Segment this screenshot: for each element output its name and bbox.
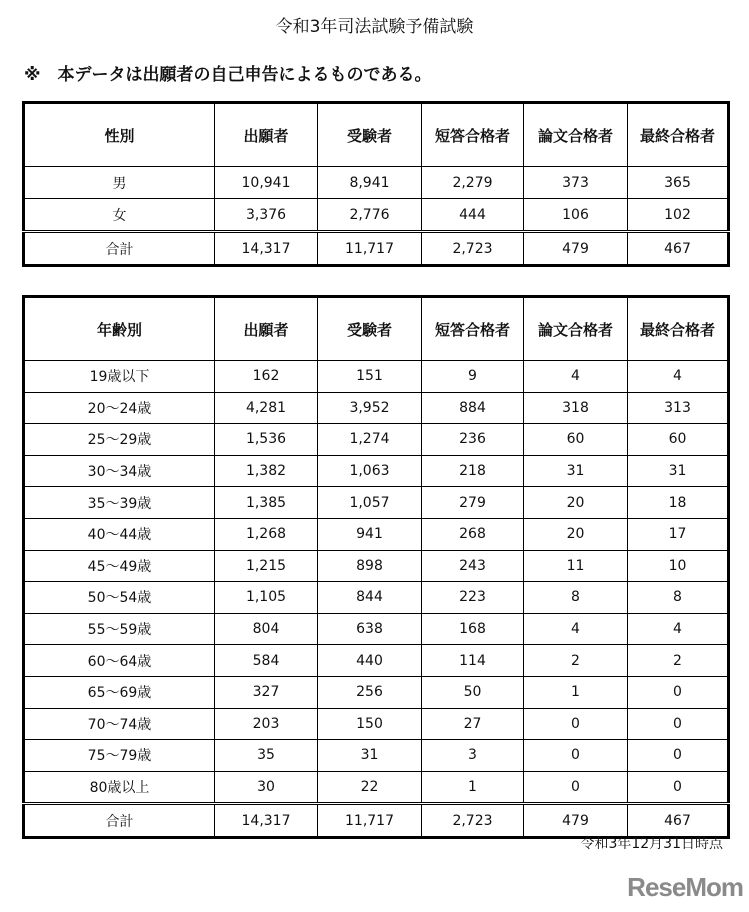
- age-table: [22, 295, 730, 839]
- table-row: [24, 424, 729, 456]
- gender-table: [22, 101, 730, 267]
- value-cell: 1,274: [318, 424, 422, 456]
- value-cell: 0: [524, 771, 628, 804]
- value-cell: 14,317: [215, 804, 318, 838]
- value-cell: 10,941: [215, 167, 318, 199]
- table-row: [24, 199, 729, 232]
- row-label: 30～34歳: [24, 455, 215, 487]
- header-cell: 短答合格者: [422, 103, 524, 167]
- value-cell: 203: [215, 708, 318, 740]
- document-title: 令和3年司法試験予備試験: [275, 17, 474, 37]
- table-row: [24, 550, 729, 582]
- row-label: 25～29歳: [24, 424, 215, 456]
- value-cell: 318: [524, 392, 628, 424]
- table-row: [24, 771, 729, 804]
- value-cell: 102: [628, 199, 729, 232]
- value-cell: 243: [422, 550, 524, 582]
- value-cell: 4,281: [215, 392, 318, 424]
- value-cell: 20: [524, 518, 628, 550]
- value-cell: 4: [628, 613, 729, 645]
- value-cell: 440: [318, 645, 422, 677]
- value-cell: 218: [422, 455, 524, 487]
- value-cell: 1,105: [215, 582, 318, 614]
- value-cell: 236: [422, 424, 524, 456]
- row-label: 40～44歳: [24, 518, 215, 550]
- row-label: 80歳以上: [24, 771, 215, 804]
- value-cell: 0: [524, 740, 628, 772]
- value-cell: 1,385: [215, 487, 318, 519]
- row-label: 35～39歳: [24, 487, 215, 519]
- table-row: [24, 613, 729, 645]
- value-cell: 31: [628, 455, 729, 487]
- header-cell: 出願者: [215, 103, 318, 167]
- value-cell: 1: [524, 676, 628, 708]
- value-cell: 1,268: [215, 518, 318, 550]
- value-cell: 638: [318, 613, 422, 645]
- value-cell: 20: [524, 487, 628, 519]
- table-row: [24, 392, 729, 424]
- value-cell: 0: [628, 708, 729, 740]
- value-cell: 2: [524, 645, 628, 677]
- value-cell: 30: [215, 771, 318, 804]
- resemom-logo: ReseMom: [627, 872, 743, 902]
- value-cell: 444: [422, 199, 524, 232]
- row-label: 75～79歳: [24, 740, 215, 772]
- row-label: 19歳以下: [24, 361, 215, 393]
- value-cell: 3,952: [318, 392, 422, 424]
- table-row: [24, 708, 729, 740]
- value-cell: 11: [524, 550, 628, 582]
- header-cell: 論文合格者: [524, 297, 628, 361]
- value-cell: 223: [422, 582, 524, 614]
- header-cell: 出願者: [215, 297, 318, 361]
- value-cell: 0: [628, 740, 729, 772]
- table-row: [24, 167, 729, 199]
- table-row: [24, 487, 729, 519]
- value-cell: 898: [318, 550, 422, 582]
- value-cell: 844: [318, 582, 422, 614]
- row-label: 合計: [24, 804, 215, 838]
- row-label: 合計: [24, 232, 215, 266]
- value-cell: 0: [524, 708, 628, 740]
- value-cell: 2: [628, 645, 729, 677]
- value-cell: 327: [215, 676, 318, 708]
- value-cell: 268: [422, 518, 524, 550]
- header-row: [24, 103, 729, 167]
- row-label: 50～54歳: [24, 582, 215, 614]
- total-row: [24, 232, 729, 266]
- value-cell: 14,317: [215, 232, 318, 266]
- value-cell: 4: [524, 613, 628, 645]
- value-cell: 0: [628, 676, 729, 708]
- value-cell: 373: [524, 167, 628, 199]
- row-label: 70～74歳: [24, 708, 215, 740]
- value-cell: 11,717: [318, 804, 422, 838]
- header-cell: 短答合格者: [422, 297, 524, 361]
- value-cell: 1,215: [215, 550, 318, 582]
- value-cell: 106: [524, 199, 628, 232]
- value-cell: 1,057: [318, 487, 422, 519]
- value-cell: 151: [318, 361, 422, 393]
- header-cell: 性別: [24, 103, 215, 167]
- row-label: 男: [24, 167, 215, 199]
- header-cell: 受験者: [318, 297, 422, 361]
- value-cell: 4: [524, 361, 628, 393]
- value-cell: 467: [628, 804, 729, 838]
- value-cell: 467: [628, 232, 729, 266]
- value-cell: 3,376: [215, 199, 318, 232]
- value-cell: 8: [628, 582, 729, 614]
- row-label: 45～49歳: [24, 550, 215, 582]
- value-cell: 2,723: [422, 804, 524, 838]
- value-cell: 8,941: [318, 167, 422, 199]
- value-cell: 150: [318, 708, 422, 740]
- value-cell: 256: [318, 676, 422, 708]
- value-cell: 60: [524, 424, 628, 456]
- value-cell: 168: [422, 613, 524, 645]
- row-label: 20～24歳: [24, 392, 215, 424]
- table-row: [24, 582, 729, 614]
- value-cell: 2,723: [422, 232, 524, 266]
- table-row: [24, 676, 729, 708]
- value-cell: 8: [524, 582, 628, 614]
- row-label: 55～59歳: [24, 613, 215, 645]
- row-label: 女: [24, 199, 215, 232]
- value-cell: 18: [628, 487, 729, 519]
- header-row: [24, 297, 729, 361]
- table-row: [24, 455, 729, 487]
- row-label: 60～64歳: [24, 645, 215, 677]
- table-row: [24, 361, 729, 393]
- value-cell: 941: [318, 518, 422, 550]
- row-label: 65～69歳: [24, 676, 215, 708]
- value-cell: 31: [318, 740, 422, 772]
- value-cell: 313: [628, 392, 729, 424]
- value-cell: 1,382: [215, 455, 318, 487]
- value-cell: 2,279: [422, 167, 524, 199]
- value-cell: 27: [422, 708, 524, 740]
- value-cell: 162: [215, 361, 318, 393]
- value-cell: 17: [628, 518, 729, 550]
- value-cell: 884: [422, 392, 524, 424]
- value-cell: 1: [422, 771, 524, 804]
- value-cell: 60: [628, 424, 729, 456]
- value-cell: 479: [524, 232, 628, 266]
- value-cell: 10: [628, 550, 729, 582]
- value-cell: 35: [215, 740, 318, 772]
- value-cell: 365: [628, 167, 729, 199]
- header-cell: 最終合格者: [628, 103, 729, 167]
- value-cell: 3: [422, 740, 524, 772]
- value-cell: 22: [318, 771, 422, 804]
- value-cell: 11,717: [318, 232, 422, 266]
- value-cell: 1,536: [215, 424, 318, 456]
- note: ※ 本データは出願者の自己申告によるものである。: [24, 65, 432, 85]
- value-cell: 804: [215, 613, 318, 645]
- table-row: [24, 740, 729, 772]
- footnote: 令和3年12月31日時点: [580, 836, 723, 852]
- table-row: [24, 518, 729, 550]
- table-row: [24, 645, 729, 677]
- value-cell: 1,063: [318, 455, 422, 487]
- header-cell: 最終合格者: [628, 297, 729, 361]
- value-cell: 114: [422, 645, 524, 677]
- value-cell: 9: [422, 361, 524, 393]
- value-cell: 4: [628, 361, 729, 393]
- value-cell: 50: [422, 676, 524, 708]
- header-cell: 論文合格者: [524, 103, 628, 167]
- value-cell: 31: [524, 455, 628, 487]
- value-cell: 479: [524, 804, 628, 838]
- value-cell: 2,776: [318, 199, 422, 232]
- header-cell: 受験者: [318, 103, 422, 167]
- value-cell: 279: [422, 487, 524, 519]
- header-cell: 年齢別: [24, 297, 215, 361]
- value-cell: 584: [215, 645, 318, 677]
- value-cell: 0: [628, 771, 729, 804]
